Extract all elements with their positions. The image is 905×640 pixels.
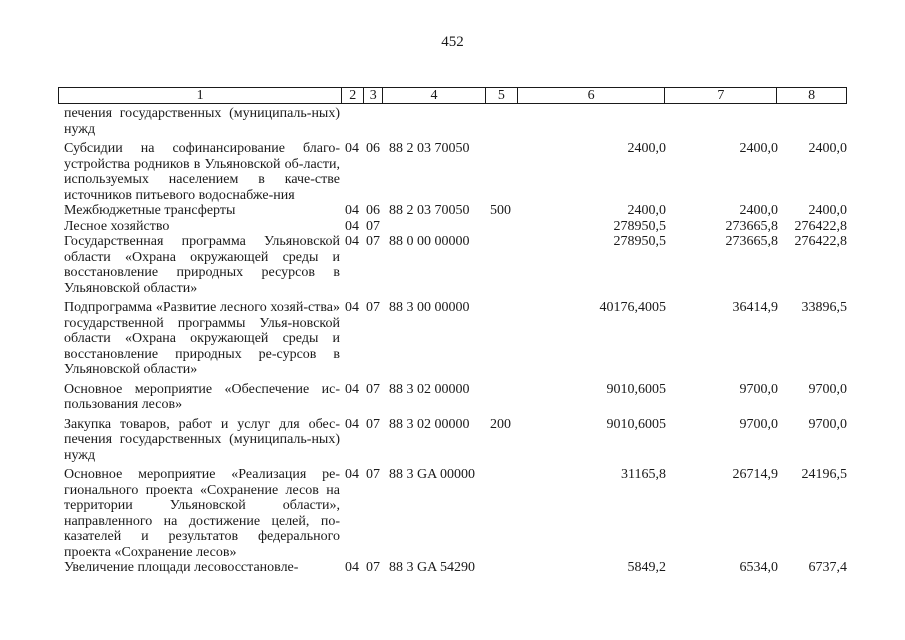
row-section: 04 — [345, 467, 359, 482]
row-section: 04 — [345, 381, 359, 397]
row-name: Государственная программа Ульяновской области «Охрана окружающей среды и восстановление природных ресурсов в Ульяновской области» — [64, 234, 340, 296]
table-row — [58, 106, 847, 137]
row-value-8: 2400,0 — [808, 203, 847, 218]
table-row — [58, 219, 847, 235]
row-value-6: 9010,6005 — [606, 416, 666, 432]
row-value-8: 9700,0 — [808, 381, 847, 397]
row-value-8: 276422,8 — [794, 218, 847, 234]
row-name: Межбюджетные трансферты — [64, 203, 236, 218]
row-section: 04 — [345, 141, 359, 156]
table-body — [58, 106, 847, 576]
row-subsection: 07 — [366, 218, 380, 234]
row-target-article: 88 3 GA 54290 — [389, 560, 475, 575]
row-subsection: 07 — [366, 467, 380, 482]
row-value-8: 276422,8 — [794, 234, 847, 249]
row-value-7: 36414,9 — [732, 300, 778, 315]
row-section: 04 — [345, 218, 359, 234]
column-header-6: 6 — [518, 88, 666, 103]
row-value-6: 278950,5 — [613, 234, 666, 249]
row-target-article: 88 3 02 00000 — [389, 381, 470, 397]
row-expense-type: 500 — [490, 203, 511, 218]
row-value-8: 6737,4 — [808, 560, 847, 575]
row-value-7: 26714,9 — [732, 467, 778, 482]
row-value-8: 24196,5 — [801, 467, 847, 482]
column-header-8: 8 — [808, 88, 816, 103]
row-target-article: 88 3 00 00000 — [389, 300, 470, 315]
column-header-1: 1 — [59, 88, 342, 103]
column-header-3: 3 — [364, 88, 383, 103]
table-row — [58, 467, 847, 560]
column-header-4: 4 — [383, 88, 486, 103]
row-subsection: 06 — [366, 141, 380, 156]
row-section: 04 — [345, 300, 359, 315]
row-value-6: 31165,8 — [621, 467, 666, 482]
row-section: 04 — [345, 234, 359, 249]
row-subsection: 07 — [366, 416, 380, 432]
row-value-8: 2400,0 — [808, 141, 847, 156]
row-name: Основное мероприятие «Реализация ре-гионального проекта «Сохранение лесов на территории Ульяновской области», направленного на достижение целей, по-казателей и результатов федерального проекта «Сохранение лесов» — [64, 467, 340, 560]
table-row — [58, 203, 847, 219]
row-value-8: 9700,0 — [808, 416, 847, 432]
row-expense-type: 200 — [490, 416, 511, 432]
row-name: Основное мероприятие «Обеспечение ис-пользования лесов» — [64, 381, 340, 412]
row-name: Подпрограмма «Развитие лесного хозяй-ства» государственной программы Улья-новской области «Охрана окружающей среды и восстановление природных ре-сурсов в Ульяновской области» — [64, 300, 340, 377]
row-target-article: 88 3 GA 00000 — [389, 467, 475, 482]
column-header-7: 7 — [665, 88, 777, 103]
row-section: 04 — [345, 416, 359, 432]
row-value-6: 2400,0 — [627, 203, 666, 218]
row-value-7: 2400,0 — [739, 203, 778, 218]
row-value-7: 9700,0 — [739, 381, 778, 397]
table-row — [58, 560, 847, 576]
row-name: Субсидии на софинансирование благо-устройства родников в Ульяновской об-ласти, используемых населением в каче-стве источников питьевого водоснабже-ния — [64, 141, 340, 203]
row-value-8: 33896,5 — [801, 300, 847, 315]
row-value-6: 5849,2 — [627, 560, 666, 575]
table-row — [58, 417, 847, 464]
row-subsection: 07 — [366, 234, 380, 249]
row-name: Закупка товаров, работ и услуг для обес-печения государственных (муниципаль-ных) нужд — [64, 416, 340, 463]
page-number: 452 — [441, 34, 464, 50]
row-value-7: 273665,8 — [725, 234, 778, 249]
table-row — [58, 141, 847, 203]
row-subsection: 07 — [366, 560, 380, 575]
row-name: печения государственных (муниципаль-ных) нужд — [64, 106, 340, 137]
table-row — [58, 382, 847, 413]
row-value-7: 6534,0 — [739, 560, 778, 575]
row-value-6: 9010,6005 — [606, 381, 666, 397]
row-target-article: 88 0 00 00000 — [389, 234, 470, 249]
row-target-article: 88 2 03 70050 — [389, 141, 470, 156]
row-section: 04 — [345, 203, 359, 218]
row-name: Увеличение площади лесовосстановле- — [64, 560, 299, 575]
row-subsection: 06 — [366, 203, 380, 218]
row-value-7: 9700,0 — [739, 416, 778, 432]
row-target-article: 88 3 02 00000 — [389, 416, 470, 432]
row-value-6: 278950,5 — [613, 218, 666, 234]
table-header — [58, 87, 847, 104]
column-header-2: 2 — [342, 88, 364, 103]
row-subsection: 07 — [366, 300, 380, 315]
row-value-6: 40176,4005 — [599, 300, 666, 315]
row-name: Лесное хозяйство — [64, 218, 170, 234]
row-subsection: 07 — [366, 381, 380, 397]
row-value-7: 273665,8 — [725, 218, 778, 234]
row-target-article: 88 2 03 70050 — [389, 203, 470, 218]
row-value-6: 2400,0 — [627, 141, 666, 156]
table-row — [58, 300, 847, 378]
row-section: 04 — [345, 560, 359, 575]
table-row — [58, 234, 847, 296]
column-header-5: 5 — [486, 88, 518, 103]
row-value-7: 2400,0 — [739, 141, 778, 156]
